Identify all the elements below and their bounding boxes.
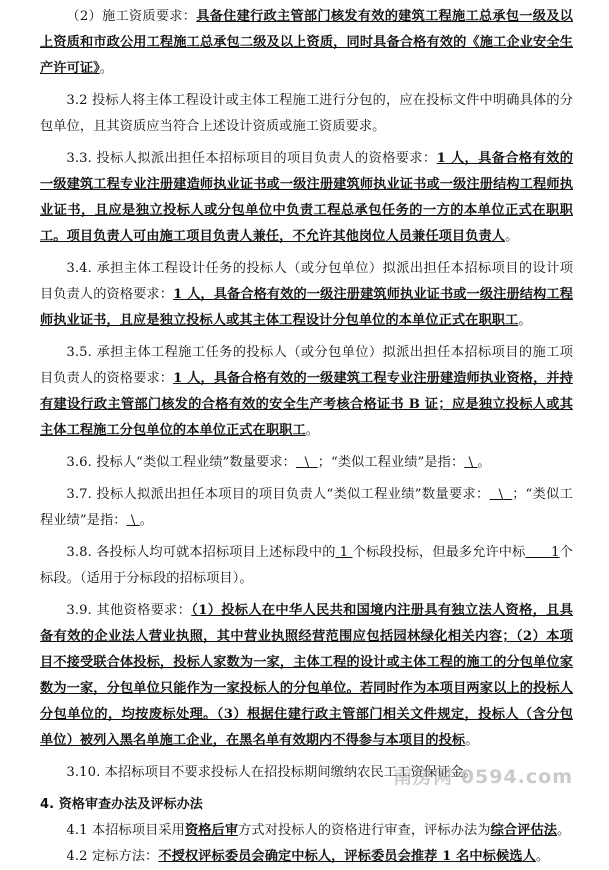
paragraph-3-5: 3.5. 承担主体工程施工任务的投标人（或分包单位）拟派出担任本招标项目的施工项目负责人的资格要求：1 人，具备合格有效的一级建筑工程专业注册建造师执业资格，并持有建设行政主管部门核发的合格有效的安全生产考核合格证书 B 证；应是独立投标人或其主体工程施工分包单位的本单位正式在职职工。 (40, 345, 573, 438)
paragraph-3-2: 3.2 投标人将主体工程设计或主体工程施工进行分包的，应在投标文件中明确具体的分包单位，且其资质应当符合上述设计资质或施工资质要求。 (40, 93, 573, 134)
paragraph-4-2: 4.2 定标方法：不授权评标委员会确定中标人，评标委员会推荐 1 名中标候选人。 (66, 849, 550, 864)
paragraph-3-8: 3.8. 各投标人均可就本招标项目上述标段中的 1 个标段投标，但最多允许中标 1个标段。（适用于分标段的招标项目）。 (40, 545, 573, 586)
paragraph-4-1: 4.1 本招标项目采用资格后审方式对投标人的资格进行审查，评标办法为综合评估法。 (66, 823, 571, 838)
paragraph-3-9: 3.9. 其他资格要求：（1）投标人在中华人民共和国境内注册具有独立法人资格，且具备有效的企业法人营业执照，其中营业执照经营范围应包括园林绿化相关内容；（2）本项目不接受联合体投标，投标人家数为一家，主体工程的设计或主体工程的施工的分包单位家数为一家，分包单位只能作为一家投标人的分包单位。若同时作为本项目两家以上的投标人分包单位的，均按废标处理。（3）根据住建行政主管部门相关文件规定，投标人（含分包单位）被列入黑名单施工企业，在黑名单有效期内不得参与本项目的投标。 (40, 603, 573, 748)
paragraph-3-4: 3.4. 承担主体工程设计任务的投标人（或分包单位）拟派出担任本招标项目的设计项目负责人的资格要求：1 人，具备合格有效的一级注册建筑师执业证书或一级注册结构工程师执业证书，且应是独立投标人或其主体工程设计分包单位的本单位正式在职职工。 (40, 261, 573, 328)
paragraph-3-3: 3.3. 投标人拟派出担任本招标项目的项目负责人的资格要求：1 人，具备合格有效的一级建筑工程专业注册建造师执业证书或一级注册建筑师执业证书或一级注册结构工程师执业证书，且应是独立投标人或分包单位中负责工程总承包任务的一方的本单位正式在职职工。项目负责人可由施工项目负责人兼任，不允许其他岗位人员兼任项目负责人。 (40, 151, 573, 244)
paragraph-3-6: 3.6. 投标人“类似工程业绩”数量要求： \ ；“类似工程业绩”是指： \ 。 (66, 455, 491, 470)
paragraph-construction-qualification: （2）施工资质要求：具备住建行政主管部门核发有效的建筑工程施工总承包一级及以上资质和市政公用工程施工总承包二级及以上资质，同时具备合格有效的《施工企业安全生产许可证》。 (40, 9, 573, 76)
section-4-heading: 4. 资格审查办法及评标办法 (40, 797, 203, 812)
watermark: 南房网 0594.com (393, 766, 573, 788)
paragraph-3-7: 3.7. 投标人拟派出担任本项目的项目负责人“类似工程业绩”数量要求： \ ；“类似工程业绩”是指： \ 。 (40, 487, 573, 528)
paragraph-3-10: 3.10. 本招标项目不要求投标人在招投标期间缴纳农民工工资保证金。 (66, 765, 477, 780)
